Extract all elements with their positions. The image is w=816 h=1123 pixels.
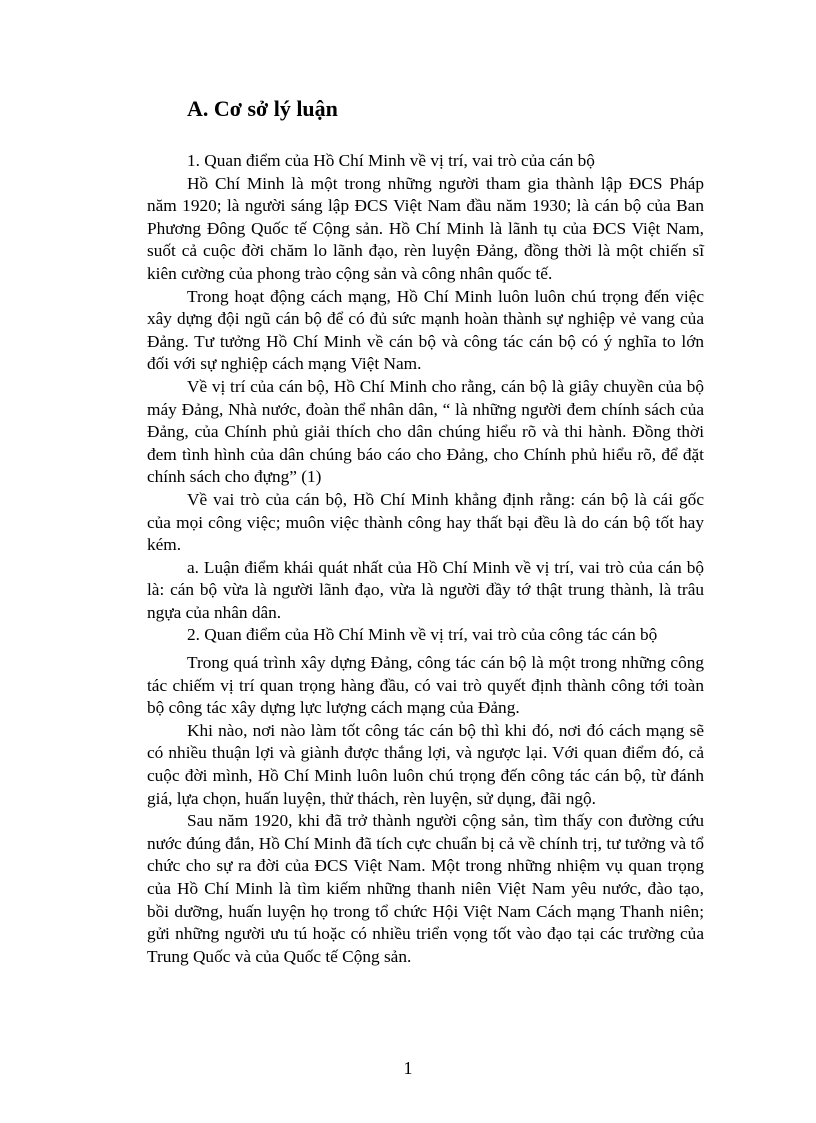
paragraph: Trong hoạt động cách mạng, Hồ Chí Minh luôn luôn chú trọng đến việc xây dựng đội ngũ cán bộ để có đủ sức mạnh hoàn thành sự nghiệp vẻ vang của Đảng. Tư tưởng Hồ Chí Minh về cán bộ và công tác cán bộ có ý nghĩa to lớn đối với sự nghiệp cách mạng Việt Nam. [147, 286, 704, 374]
subheading-2: 2. Quan điểm của Hồ Chí Minh về vị trí, vai trò của công tác cán bộ [187, 625, 658, 645]
paragraph: Về vai trò của cán bộ, Hồ Chí Minh khẳng định rằng: cán bộ là cái gốc của mọi công việc; muôn việc thành công hay thất bại đều là do cán bộ tốt hay kém. [147, 489, 704, 555]
paragraph: Sau năm 1920, khi đã trở thành người cộng sản, tìm thấy con đường cứu nước đúng đắn, Hồ Chí Minh đã tích cực chuẩn bị cả về chính trị, tư tưởng và tổ chức cho sự ra đời của ĐCS Việt Nam. Một trong những nhiệm vụ quan trọng của Hồ Chí Minh là tìm kiếm những thanh niên Việt Nam yêu nước, đào tạo, bồi dưỡng, huấn luyện họ trong tổ chức Hội Việt Nam Cách mạng Thanh niên; gửi những người ưu tú hoặc có nhiều triển vọng tốt vào đạo tại các trường của Trung Quốc và của Quốc tế Cộng sản. [147, 811, 704, 966]
paragraph: Về vị trí của cán bộ, Hồ Chí Minh cho rằng, cán bộ là giây chuyền của bộ máy Đảng, Nhà nước, đoàn thể nhân dân, “ là những người đem chính sách của Đảng, của Chính phủ giải thích cho dân chúng hiểu rõ và thi hành. Đồng thời đem tình hình của dân chúng báo cáo cho Đảng, cho Chính phủ hiểu rõ, để đặt chính sách cho đựng” (1) [147, 376, 704, 487]
body-text [147, 150, 704, 968]
paragraph: a. Luận điểm khái quát nhất của Hồ Chí Minh về vị trí, vai trò của cán bộ là: cán bộ vừa là người lãnh đạo, vừa là người đầy tớ thật trung thành, là trâu ngựa của nhân dân. [147, 557, 704, 622]
paragraph: Khi nào, nơi nào làm tốt công tác cán bộ thì khi đó, nơi đó cách mạng sẽ có nhiều thuận lợi và giành được thắng lợi, và ngược lại. Với quan điểm đó, cả cuộc đời mình, Hồ Chí Minh luôn luôn chú trọng đến công tác cán bộ, từ đánh giá, lựa chọn, huấn luyện, thử thách, rèn luyện, sử dụng, đãi ngộ. [147, 720, 704, 808]
section-heading: A. Cơ sở lý luận [187, 96, 338, 121]
page-number: 1 [403, 1058, 413, 1078]
paragraph: Hồ Chí Minh là một trong những người tham gia thành lập ĐCS Pháp năm 1920; là người sáng lập ĐCS Việt Nam đầu năm 1930; là cán bộ của Ban Phương Đông Quốc tế Cộng sản. Hồ Chí Minh là lãnh tụ của ĐCS Việt Nam, suốt cả cuộc đời chăm lo lãnh đạo, rèn luyện Đảng, đồng thời là một chiến sĩ kiên cường của phong trào cộng sản và công nhân quốc tế. [147, 173, 704, 283]
paragraph: Trong quá trình xây dựng Đảng, công tác cán bộ là một trong những công tác chiếm vị trí quan trọng hàng đầu, có vai trò quyết định thành công tới toàn bộ công tác xây dựng lực lượng cách mạng của Đảng. [147, 653, 704, 718]
subheading-1: 1. Quan điểm của Hồ Chí Minh về vị trí, vai trò của cán bộ [187, 151, 595, 170]
